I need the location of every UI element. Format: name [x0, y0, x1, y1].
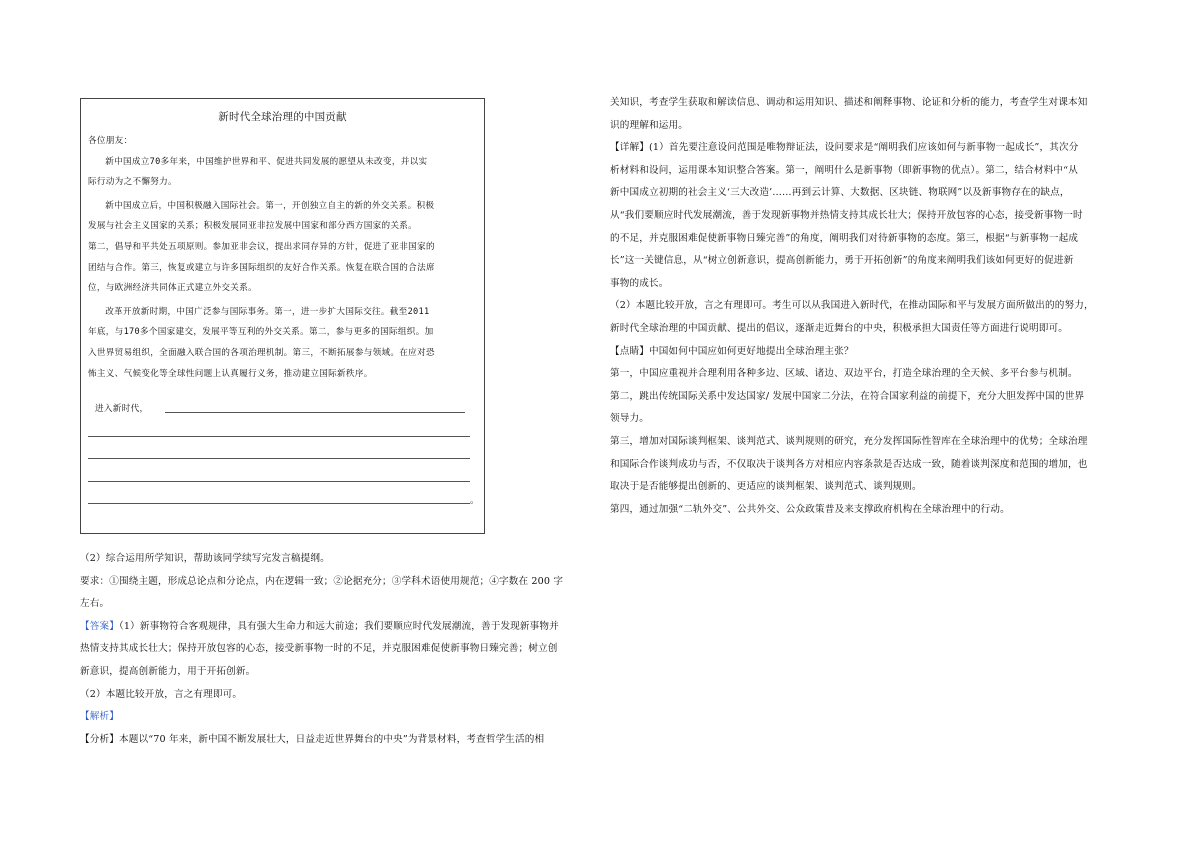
- speech-line: 发展与社会主义国家的关系；积极发展同亚非拉发展中国家和部分西方国家的关系。: [88, 221, 418, 232]
- tip-line: 取决于是否能够提出创新的、更适应的谈判框架、谈判范式、谈判规则。: [610, 481, 922, 493]
- answer-line: 新意识，提高创新能力，用于开拓创新。: [80, 665, 256, 677]
- speech-line: 团结与合作。第三，恢复或建立与许多国际组织的友好合作关系。恢复在联合国的合法席: [88, 262, 435, 273]
- answer-section: [80, 616, 590, 639]
- detail-line: 新中国成立初期的社会主义‘三大改造’……再到云计算、大数据、区块链、物联网”以及新事物存在的缺点，: [610, 187, 1070, 199]
- speech-title: 新时代全球治理的中国贡献: [218, 111, 347, 123]
- speech-lead: 进入新时代，: [95, 404, 149, 414]
- tip-line: 第二，跳出传统国际关系中发达国家/ 发展中国家二分法，在符合国家利益的前提下，充分大胆发挥中国的世界: [610, 390, 1085, 402]
- tip-line: 第一，中国应重视并合理利用各种多边、区域、诸边、双边平台，打造全球治理的全天候、多平台参与机制。: [610, 368, 1078, 380]
- tip-line: 第三，增加对国际谈判框架、谈判范式、谈判规则的研究，充分发挥国际性智库在全球治理中的优势；全球治理: [610, 435, 1088, 447]
- detail-line: 的不足，并克服困难促使新事物日臻完善”的角度，阐明我们对待新事物的态度。第三，根据“与新事物一起成: [610, 232, 1079, 244]
- detail-line: （2）本题比较开放，言之有理即可。考生可以从我国进入新时代，在推动国际和平与发展方面所做出的的努力，: [610, 300, 1094, 312]
- answer-line: （1）新事物符合客观规律，具有强大生命力和远大前途；我们要顺应时代发展潮流，善于发现新事物并: [118, 620, 559, 632]
- speech-line: 年底，与170多个国家建交，发展平等互利的外交关系。第二，参与更多的国际组织。加: [88, 327, 434, 338]
- analysis-line: 关知识，考查学生获取和解读信息、调动和运用知识、描述和阐释事物、论证和分析的能力，考查学生对课本知: [610, 97, 1088, 108]
- speech-line: 位，与欧洲经济共同体正式建立外交关系。: [88, 283, 257, 294]
- analysis-line: 【分析】本题以“70 年来，新中国不断发展壮大，日益走近世界舞台的中央”为背景材料，考查哲学生活的相: [80, 733, 545, 745]
- speech-draft-box: [80, 98, 485, 534]
- tip-line: 第四，通过加强“二轨外交”、公共外交、公众政策普及来支撑政府机构在全球治理中的行动。: [610, 503, 1010, 515]
- answer-blank-line: [88, 436, 470, 437]
- detail-line: 从“我们要顺应时代发展潮流，善于发现新事物并热情支持其成长壮大；保持开放包容的心态，接受新事物一时: [610, 209, 1083, 221]
- speech-line: 第二，倡导和平共处五项原则。参加亚非会议，提出求同存异的方针，促进了亚非国家的: [88, 241, 435, 252]
- speech-line: 怖主义、气候变化等全球性问题上认真履行义务，推动建立国际新秩序。: [88, 368, 373, 379]
- detail-line: 长”这一关键信息，从“树立创新意识，提高创新能力，勇于开拓创新”的角度来阐明我们该如何更好的促进新: [610, 255, 1074, 267]
- requirement-line: 要求：①围绕主题，形成总论点和分论点，内在逻辑一致；②论据充分；③学科术语使用规范；④字数在 200 字: [80, 575, 564, 587]
- requirement-line: 左右。: [80, 598, 110, 610]
- detail-line: 新时代全球治理的中国贡献、提出的倡议，逐渐走近舞台的中央，积极承担大国责任等方面进行说明即可。: [610, 322, 1068, 334]
- speech-line: 际行动为之不懈努力。: [88, 177, 177, 188]
- right-column-text: [610, 92, 1130, 521]
- answer-blank-line: [88, 481, 470, 482]
- speech-body: [88, 131, 474, 384]
- speech-greeting: 各位朋友：: [88, 136, 133, 146]
- answer-blank-line: [88, 503, 470, 504]
- tip-line: 和国际合作谈判成功与否，不仅取决于谈判各方对相应内容条款是否达成一致，随着谈判深度和范围的增加，也: [610, 458, 1088, 470]
- tip-line: 【点睛】中国如何中国应如何更好地提出全球治理主张？: [610, 345, 854, 357]
- speech-line: 入世界贸易组织，全面融入联合国的各项治理机制。第三，不断拓展参与领域。在应对恐: [88, 347, 435, 358]
- detail-line: 析材料和设问，运用课本知识整合答案。第一，阐明什么是新事物（即新事物的优点）。第二，结合材料中“从: [610, 164, 1078, 176]
- detail-line: 【详解】(1）首先要注意设问范围是唯物辩证法，设问要求是“阐明我们应该如何与新事物一起成长”，其次分: [610, 142, 1079, 154]
- speech-line: 新中国成立后，中国积极融入国际社会。第一，开创独立自主的新的外交关系。积极: [105, 200, 435, 211]
- speech-end-mark: 。: [470, 496, 480, 506]
- analysis-tag: 【解析】: [80, 711, 119, 723]
- answer-blank-line: [88, 458, 470, 459]
- question-2: （2）综合运用所学知识，帮助该同学续写完发言稿提纲。: [80, 553, 330, 564]
- speech-line: 新中国成立70多年来，中国维护世界和平、促进共同发展的愿望从未改变，并以实: [105, 156, 428, 167]
- detail-line: 事物的成长。: [610, 277, 669, 289]
- answer-line: （2）本题比较开放，言之有理即可。: [80, 688, 243, 700]
- tip-line: 领导力。: [610, 413, 649, 425]
- answer-line: 热情支持其成长壮大；保持开放包容的心态，接受新事物一时的不足，并克服困难促使新事物日臻完善；树立创: [80, 643, 558, 655]
- left-column-text: [80, 548, 590, 751]
- analysis-line: 识的理解和运用。: [610, 119, 688, 131]
- answer-tag: 【答案】: [80, 620, 119, 632]
- speech-line: 改革开放新时期，中国广泛参与国际事务。第一，进一步扩大国际交往。截至2011: [105, 306, 430, 317]
- answer-blank-line: [165, 412, 465, 413]
